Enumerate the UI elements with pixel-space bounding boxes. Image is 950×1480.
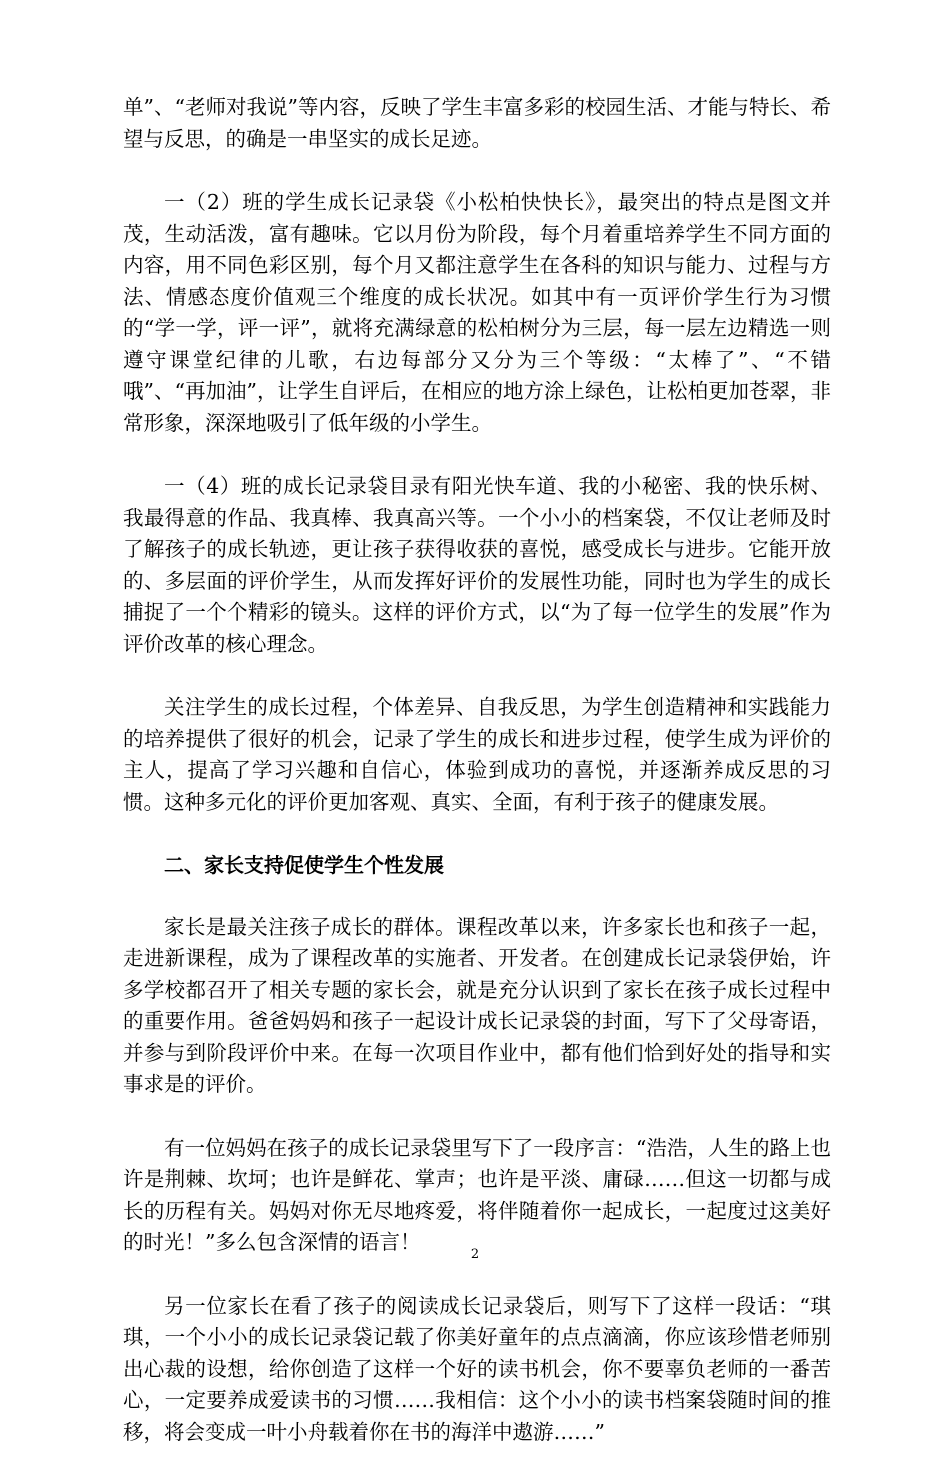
paragraph-continuation: 单”、“老师对我说”等内容，反映了学生丰富多彩的校园生活、才能与特长、希望与反思，的确是一串坚实的成长足迹。 — [123, 95, 831, 151]
paragraph-mother-preface: 有一位妈妈在孩子的成长记录袋里写下了一段序言：“浩浩，人生的路上也许是荆棘、坎坷；也许是鲜花、掌声；也许是平淡、庸碌……但这一切都与成长的历程有关。妈妈对你无尽地疼爱，将伴随着你一起成长，一起度过这美好的时光！”多么包含深情的语言！ — [123, 1135, 831, 1254]
section-heading: 二、家长支持促使学生个性发展 — [164, 853, 444, 877]
document-body — [123, 92, 831, 1480]
paragraph-class-1-4: 一（4）班的成长记录袋目录有阳光快车道、我的小秘密、我的快乐树、我最得意的作品、我真棒、我真高兴等。一个小小的档案袋，不仅让老师及时了解孩子的成长轨迹，更让孩子获得收获的喜悦，感受成长与进步。它能开放的、多层面的评价学生，从而发挥好评价的发展性功能，同时也为学生的成长捕捉了一个个精彩的镜头。这样的评价方式，以“为了每一位学生的发展”作为评价改革的核心理念。 — [123, 474, 831, 656]
paragraph-parents: 家长是最关注孩子成长的群体。课程改革以来，许多家长也和孩子一起，走进新课程，成为了课程改革的实施者、开发者。在创建成长记录袋伊始，许多学校都召开了相关专题的家长会，就是充分认识到了家长在孩子成长过程中的重要作用。爸爸妈妈和孩子一起设计成长记录袋的封面，写下了父母寄语，并参与到阶段评价中来。在每一次项目作业中，都有他们恰到好处的指导和实事求是的评价。 — [123, 914, 831, 1096]
page-number: 2 — [470, 1247, 480, 1262]
paragraph-class-1-2: 一（2）班的学生成长记录袋《小松柏快快长》，最突出的特点是图文并茂，生动活泼，富有趣味。它以月份为阶段，每个月着重培养学生不同方面的内容，用不同色彩区别，每个月又都注意学生在各科的知识与能力、过程与方法、情感态度价值观三个维度的成长状况。如其中有一页评价学生行为习惯的“学一学，评一评”，就将充满绿意的松柏树分为三层，每一层左边精选一则遵守课堂纪律的儿歌，右边每部分又分为三个等级：“太棒了”、“不错哦”、“再加油”，让学生自评后，在相应的地方涂上绿色，让松柏更加苍翠，非常形象，深深地吸引了低年级的小学生。 — [123, 190, 831, 435]
paragraph-parent-message: 另一位家长在看了孩子的阅读成长记录袋后，则写下了这样一段话：“琪琪，一个小小的成长记录袋记载了你美好童年的点点滴滴，你应该珍惜老师别出心裁的设想，给你创造了这样一个好的读书机会，你不要辜负老师的一番苦心，一定要养成爱读书的习惯……我相信：这个小小的读书档案袋随时间的推移，将会变成一叶小舟载着你在书的海洋中遨游……” — [123, 1293, 831, 1444]
paragraph-growth-process: 关注学生的成长过程，个体差异、自我反思，为学生创造精神和实践能力的培养提供了很好的机会，记录了学生的成长和进步过程，使学生成为评价的主人，提高了学习兴趣和自信心，体验到成功的喜悦，并逐渐养成反思的习惯。这种多元化的评价更加客观、真实、全面，有利于孩子的健康发展。 — [123, 695, 831, 814]
